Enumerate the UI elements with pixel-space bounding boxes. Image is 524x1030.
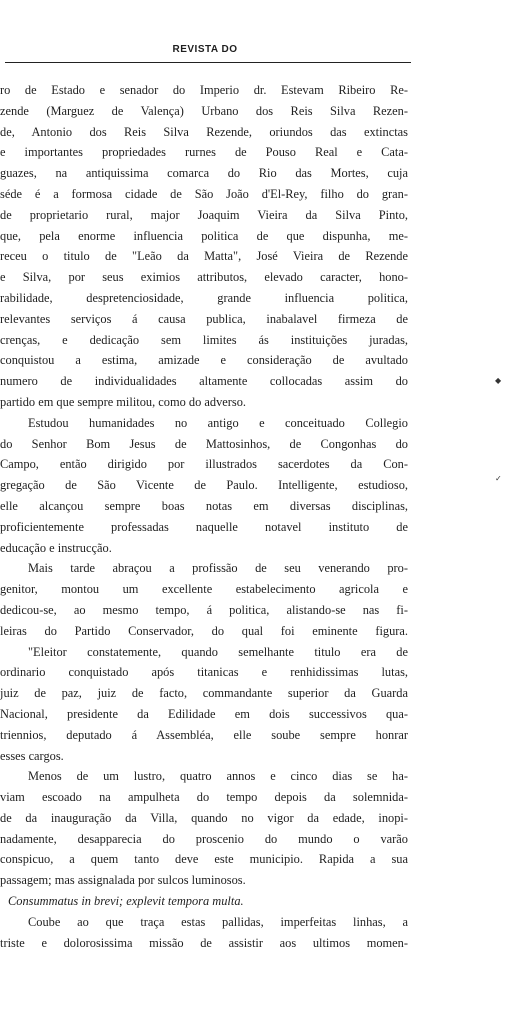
text-line: Campo, então dirigido por illustrados sacerdotes da Con- <box>0 457 408 472</box>
text-line: conspicuo, a quem tanto deve este municipio. Rapida a sua <box>0 852 408 867</box>
text-line: de, Antonio dos Reis Silva Rezende, oriundos das extinctas <box>0 124 408 139</box>
text-line: passagem; mas assignalada por sulcos luminosos. <box>0 873 246 888</box>
text-line: proficientemente professadas naquelle notavel instituto de <box>0 519 408 534</box>
text-line: Mais tarde abraçou a profissão de seu venerando pro- <box>28 561 408 576</box>
text-line: partido em que sempre militou, como do adverso. <box>0 394 247 409</box>
text-line: Menos de um lustro, quatro annos e cinco dias se ha- <box>28 769 408 784</box>
text-line: leiras do Partido Conservador, do qual foi eminente figura. <box>0 623 408 638</box>
text-line: que, pela enorme influencia politica de que dispunha, me- <box>0 228 408 243</box>
text-line: relevantes serviços á causa publica, inabalavel firmeza de <box>0 311 408 326</box>
paragraph <box>0 642 408 767</box>
text-line: educação e instrucção. <box>0 540 112 555</box>
text-line: viam escoado na ampulheta do tempo depois da solemnida- <box>0 790 408 805</box>
header-rule <box>5 62 411 63</box>
text-line: triennios, deputado á Assembléa, elle soube sempre honrar <box>0 727 408 742</box>
text-line: nadamente, desapparecia do proscenio do mundo o varão <box>0 831 408 846</box>
running-header: REVISTA DO <box>172 44 238 55</box>
text-line: rabilidade, despretenciosidade, grande influencia politica, <box>0 290 408 305</box>
margin-speck: ✓ <box>495 474 502 483</box>
text-line: receu o titulo de "Leão da Matta", José Vieira de Rezende <box>0 249 408 264</box>
paragraph <box>0 891 408 912</box>
text-line: "Eleitor constatemente, quando semelhante titulo era de <box>28 644 408 659</box>
text-line: numero de individualidades altamente collocadas assim do <box>0 374 408 389</box>
text-line: guazes, na antiquissima comarca do Rio das Mortes, cuja <box>0 166 408 181</box>
latin-quote: Consummatus in brevi; explevit tempora multa. <box>8 894 244 909</box>
text-line: e importantes propriedades rurnes de Pouso Real e Cata- <box>0 145 408 160</box>
text-line: Estudou humanidades no antigo e conceituado Collegio <box>28 415 408 430</box>
margin-speck: ◆ <box>495 376 502 385</box>
text-line: triste e dolorosissima missão de assistir aos ultimos momen- <box>0 935 408 950</box>
paragraph <box>0 413 408 559</box>
text-line: Coube ao que traça estas pallidas, imperfeitas linhas, a <box>28 914 408 929</box>
text-line: genitor, montou um excellente estabelecimento agricola e <box>0 582 408 597</box>
text-line: dedicou-se, ao mesmo tempo, á politica, alistando-se nas fi- <box>0 602 408 617</box>
text-line: crenças, e dedicação sem limites ás instituições juradas, <box>0 332 408 347</box>
paragraph <box>0 80 408 413</box>
text-line: ordinario conquistado após titanicas e renhidissimas lutas, <box>0 665 408 680</box>
text-line: juiz de paz, juiz de facto, commandante superior da Guarda <box>0 686 408 701</box>
paragraph <box>0 558 408 641</box>
text-line: do Senhor Bom Jesus de Mattosinhos, de Congonhas do <box>0 436 408 451</box>
text-line: elle alcançou sempre boas notas em diversas disciplinas, <box>0 498 408 513</box>
text-line: de da inauguração da Villa, quando no vigor da edade, inopi- <box>0 810 408 825</box>
text-line: zende (Marguez de Valença) Urbano dos Reis Silva Rezen- <box>0 103 408 118</box>
paragraph <box>0 766 408 891</box>
text-line: de proprietario rural, major Joaquim Vieira da Silva Pinto, <box>0 207 408 222</box>
text-line: e Silva, por seus eximios attributos, elevado caracter, hono- <box>0 270 408 285</box>
text-line: ro de Estado e senador do Imperio dr. Estevam Ribeiro Re- <box>0 83 408 97</box>
text-line: Nacional, presidente da Edilidade em dois successivos qua- <box>0 706 408 721</box>
page-body <box>0 80 408 953</box>
text-line: séde é a formosa cidade de São João d'El-Rey, filho do gran- <box>0 186 408 201</box>
text-line: gregação de São Vicente de Paulo. Intelligente, estudioso, <box>0 478 408 493</box>
text-line: conquistou a estima, amizade e consideração de avultado <box>0 353 408 368</box>
paragraph <box>0 912 408 954</box>
text-line: esses cargos. <box>0 748 64 763</box>
